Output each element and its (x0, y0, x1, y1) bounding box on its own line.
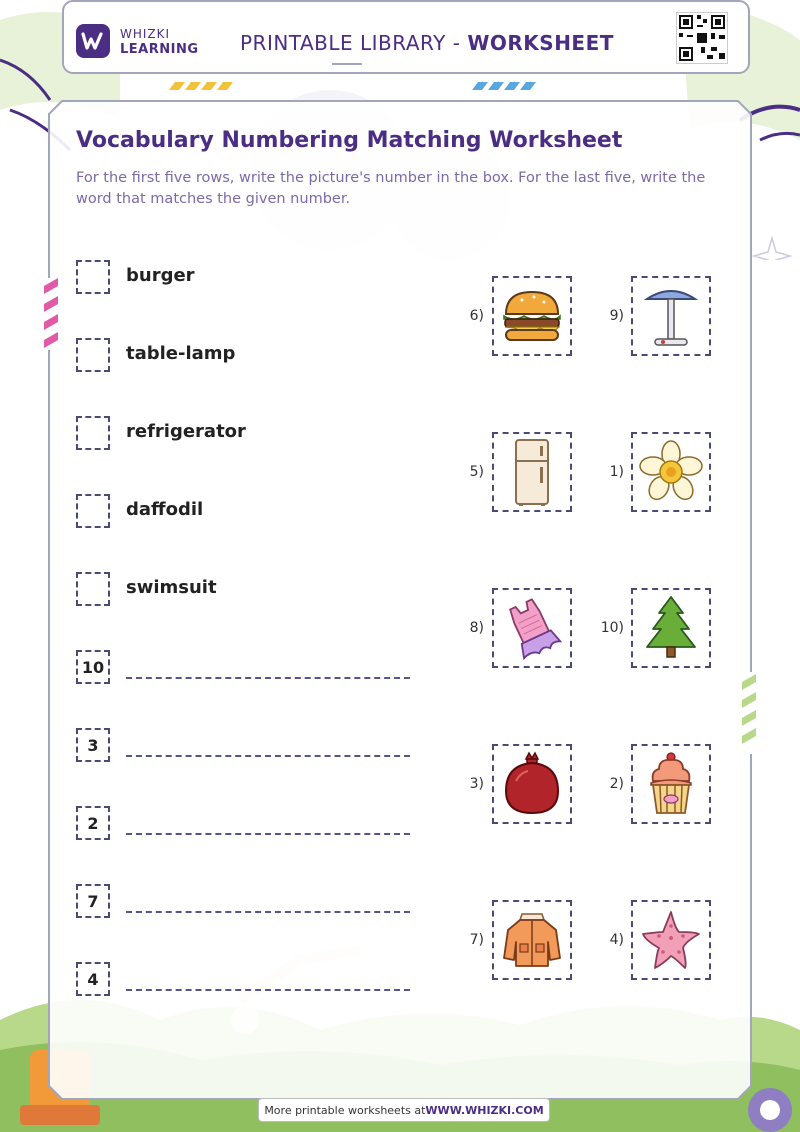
answer-box[interactable] (76, 494, 110, 528)
word-label: table-lamp (126, 343, 236, 364)
jacket-icon (500, 908, 564, 972)
worksheet-title: Vocabulary Numbering Matching Worksheet (76, 128, 623, 153)
header-title (240, 31, 614, 55)
yellow-stripes (165, 80, 245, 92)
answer-box[interactable] (76, 260, 110, 294)
pomegranate-icon (502, 751, 562, 817)
picture-card (631, 744, 711, 824)
footer-prefix: More printable worksheets at (264, 1103, 426, 1117)
number-box: 7 (76, 884, 110, 918)
blue-stripes (468, 80, 548, 92)
picture-label: 4) (609, 932, 624, 948)
header-title-prefix: PRINTABLE LIBRARY - (240, 31, 468, 55)
picture-card (631, 432, 711, 512)
picture-card (492, 900, 572, 980)
answer-line[interactable] (126, 833, 410, 835)
logo-text-top: WHIZKI (120, 27, 171, 41)
picture-label: 2) (609, 776, 624, 792)
picture-label: 10) (600, 620, 624, 636)
answer-line[interactable] (126, 989, 410, 991)
picture-label: 8) (469, 620, 484, 636)
answer-box[interactable] (76, 338, 110, 372)
green-side-stripes (742, 672, 756, 754)
w-logo-icon (81, 31, 105, 51)
picture-card (631, 276, 711, 356)
number-box: 3 (76, 728, 110, 762)
picture-label: 5) (469, 464, 484, 480)
daffodil-icon (639, 440, 703, 504)
picture-card (492, 276, 572, 356)
picture-label: 6) (469, 308, 484, 324)
footer-site: WWW.WHIZKI.COM (425, 1103, 544, 1117)
number-box: 4 (76, 962, 110, 996)
qr-code[interactable] (676, 12, 728, 64)
starfish-icon (639, 908, 703, 972)
table-lamp-icon (639, 281, 703, 351)
cupcake-icon (643, 749, 699, 819)
word-label: burger (126, 265, 195, 286)
whizki-logo (76, 24, 110, 58)
pink-side-stripes (44, 278, 58, 350)
number-box: 2 (76, 806, 110, 840)
picture-card (492, 432, 572, 512)
refrigerator-icon (510, 437, 554, 507)
answer-line[interactable] (126, 677, 410, 679)
burger-icon (500, 286, 564, 346)
picture-label: 7) (469, 932, 484, 948)
swimsuit-icon (500, 596, 564, 660)
answer-box[interactable] (76, 416, 110, 450)
word-label: refrigerator (126, 421, 246, 442)
worksheet-instructions: For the first five rows, write the picture's number in the box. For the last five, write the word that matches the given number. (76, 170, 706, 207)
answer-box[interactable] (76, 572, 110, 606)
pine-tree-icon (641, 593, 701, 663)
header-title-bold: WORKSHEET (467, 31, 614, 55)
picture-card (492, 588, 572, 668)
answer-line[interactable] (126, 755, 410, 757)
picture-label: 1) (609, 464, 624, 480)
word-label: daffodil (126, 499, 204, 520)
logo-text-bottom: LEARNING (120, 42, 199, 57)
picture-card (631, 588, 711, 668)
number-box: 10 (76, 650, 110, 684)
footer-link[interactable] (258, 1098, 550, 1122)
word-label: swimsuit (126, 577, 217, 598)
picture-label: 9) (609, 308, 624, 324)
answer-line[interactable] (126, 911, 410, 913)
picture-label: 3) (469, 776, 484, 792)
picture-card (492, 744, 572, 824)
picture-card (631, 900, 711, 980)
